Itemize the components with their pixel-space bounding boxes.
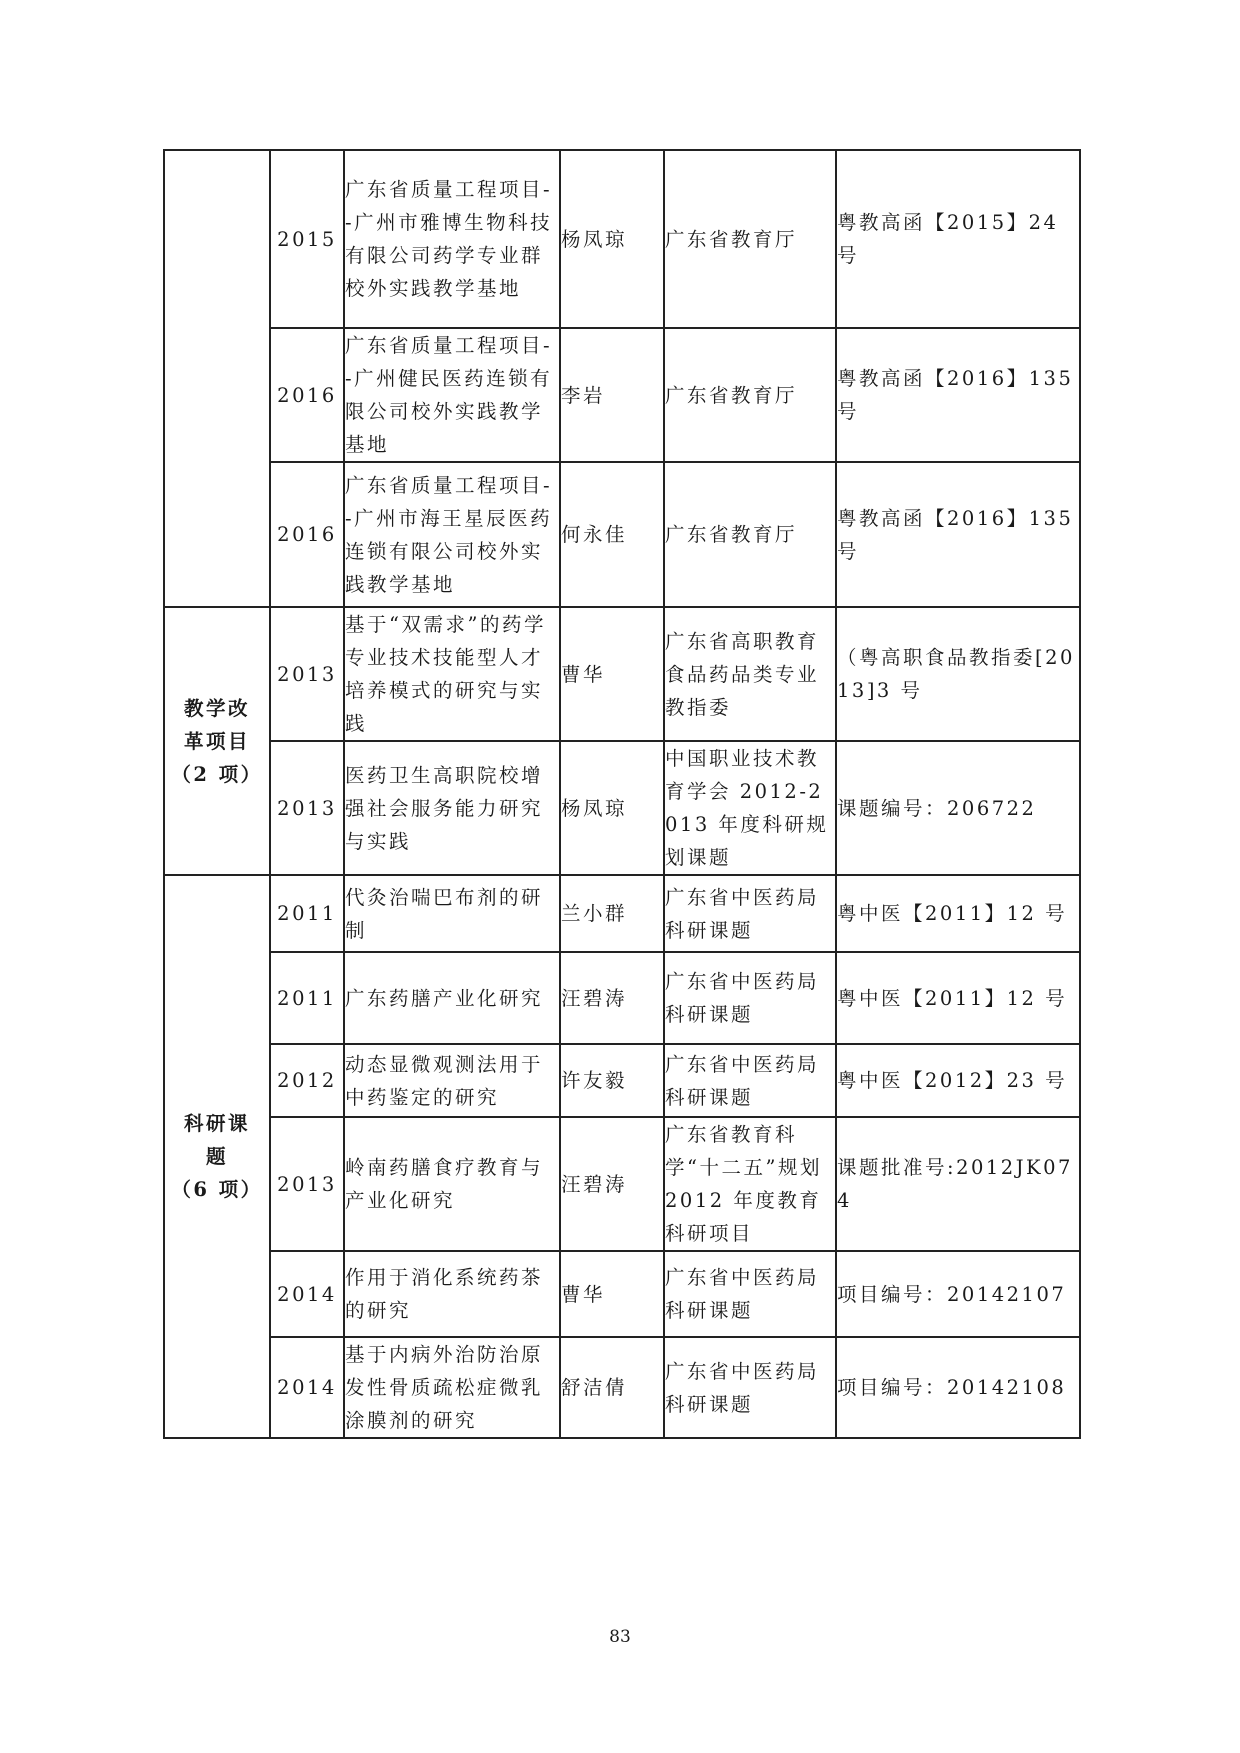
document-number-cell: 课题编号：206722 <box>836 741 1080 875</box>
project-name-cell: 岭南药膳食疗教育与产业化研究 <box>344 1117 560 1251</box>
table-row <box>164 741 1080 875</box>
organization-cell: 中国职业技术教育学会 2012-2013 年度科研规划课题 <box>664 741 836 875</box>
organization-cell: 广东省中医药局科研课题 <box>664 1251 836 1337</box>
person-cell: 许友毅 <box>560 1044 664 1117</box>
table-row <box>164 1337 1080 1438</box>
person-cell: 杨凤琼 <box>560 150 664 328</box>
table-body <box>164 150 1080 1438</box>
person-cell: 李岩 <box>560 328 664 462</box>
document-number-cell: 课题批准号:2012JK074 <box>836 1117 1080 1251</box>
table-row <box>164 462 1080 607</box>
document-number-cell: 粤教高函【2016】135 号 <box>836 462 1080 607</box>
projects-table <box>163 149 1081 1439</box>
organization-cell: 广东省教育科学“十二五”规划 2012 年度教育科研项目 <box>664 1117 836 1251</box>
project-name-cell: 广东药膳产业化研究 <box>344 952 560 1044</box>
table-row <box>164 1044 1080 1117</box>
organization-cell: 广东省中医药局科研课题 <box>664 1044 836 1117</box>
document-number-cell: 粤中医【2012】23 号 <box>836 1044 1080 1117</box>
category-label: 题 <box>205 1145 228 1168</box>
project-name-cell: 医药卫生高职院校增强社会服务能力研究与实践 <box>344 741 560 875</box>
table-row <box>164 875 1080 952</box>
person-cell: 曹华 <box>560 1251 664 1337</box>
person-cell: 何永佳 <box>560 462 664 607</box>
project-name-cell: 广东省质量工程项目--广州市海王星辰医药连锁有限公司校外实践教学基地 <box>344 462 560 607</box>
category-label: 科研课 <box>183 1112 250 1135</box>
organization-cell: 广东省高职教育食品药品类专业教指委 <box>664 607 836 741</box>
category-cell <box>164 150 270 607</box>
person-cell: 兰小群 <box>560 875 664 952</box>
category-label: 教学改 <box>183 696 250 720</box>
table-row <box>164 952 1080 1044</box>
person-cell: 舒洁倩 <box>560 1337 664 1438</box>
document-number-cell: 项目编号：20142108 <box>836 1337 1080 1438</box>
year-cell: 2016 <box>270 328 344 462</box>
document-number-cell: 粤教高函【2015】24 号 <box>836 150 1080 328</box>
table-row <box>164 150 1080 328</box>
category-cell <box>164 607 270 875</box>
project-name-cell: 动态显微观测法用于中药鉴定的研究 <box>344 1044 560 1117</box>
project-name-cell: 代灸治喘巴布剂的研制 <box>344 875 560 952</box>
project-name-cell: 基于“双需求”的药学专业技术技能型人才培养模式的研究与实践 <box>344 607 560 741</box>
document-number-cell: 粤中医【2011】12 号 <box>836 952 1080 1044</box>
table-row <box>164 1251 1080 1337</box>
organization-cell: 广东省教育厅 <box>664 462 836 607</box>
person-cell: 杨凤琼 <box>560 741 664 875</box>
document-number-cell: （粤高职食品教指委[2013]3 号 <box>836 607 1080 741</box>
document-number-cell: 粤中医【2011】12 号 <box>836 875 1080 952</box>
project-name-cell: 广东省质量工程项目--广州健民医药连锁有限公司校外实践教学基地 <box>344 328 560 462</box>
category-label: （6 项） <box>171 1178 263 1201</box>
year-cell: 2014 <box>270 1251 344 1337</box>
organization-cell: 广东省教育厅 <box>664 150 836 328</box>
category-label: 革项目 <box>183 729 250 753</box>
organization-cell: 广东省中医药局科研课题 <box>664 952 836 1044</box>
year-cell: 2011 <box>270 875 344 952</box>
year-cell: 2013 <box>270 1117 344 1251</box>
year-cell: 2015 <box>270 150 344 328</box>
project-name-cell: 广东省质量工程项目--广州市雅博生物科技有限公司药学专业群校外实践教学基地 <box>344 150 560 328</box>
table-row <box>164 607 1080 741</box>
organization-cell: 广东省中医药局科研课题 <box>664 1337 836 1438</box>
table-row <box>164 1117 1080 1251</box>
year-cell: 2013 <box>270 607 344 741</box>
organization-cell: 广东省教育厅 <box>664 328 836 462</box>
document-number-cell: 粤教高函【2016】135 号 <box>836 328 1080 462</box>
category-label: （2 项） <box>171 762 263 786</box>
year-cell: 2011 <box>270 952 344 1044</box>
project-name-cell: 作用于消化系统药茶的研究 <box>344 1251 560 1337</box>
year-cell: 2012 <box>270 1044 344 1117</box>
person-cell: 汪碧涛 <box>560 1117 664 1251</box>
person-cell: 汪碧涛 <box>560 952 664 1044</box>
table-row <box>164 328 1080 462</box>
organization-cell: 广东省中医药局科研课题 <box>664 875 836 952</box>
year-cell: 2013 <box>270 741 344 875</box>
page-number: 83 <box>609 1627 631 1647</box>
year-cell: 2016 <box>270 462 344 607</box>
year-cell: 2014 <box>270 1337 344 1438</box>
document-number-cell: 项目编号：20142107 <box>836 1251 1080 1337</box>
person-cell: 曹华 <box>560 607 664 741</box>
project-name-cell: 基于内病外治防治原发性骨质疏松症微乳涂膜剂的研究 <box>344 1337 560 1438</box>
category-cell <box>164 875 270 1438</box>
